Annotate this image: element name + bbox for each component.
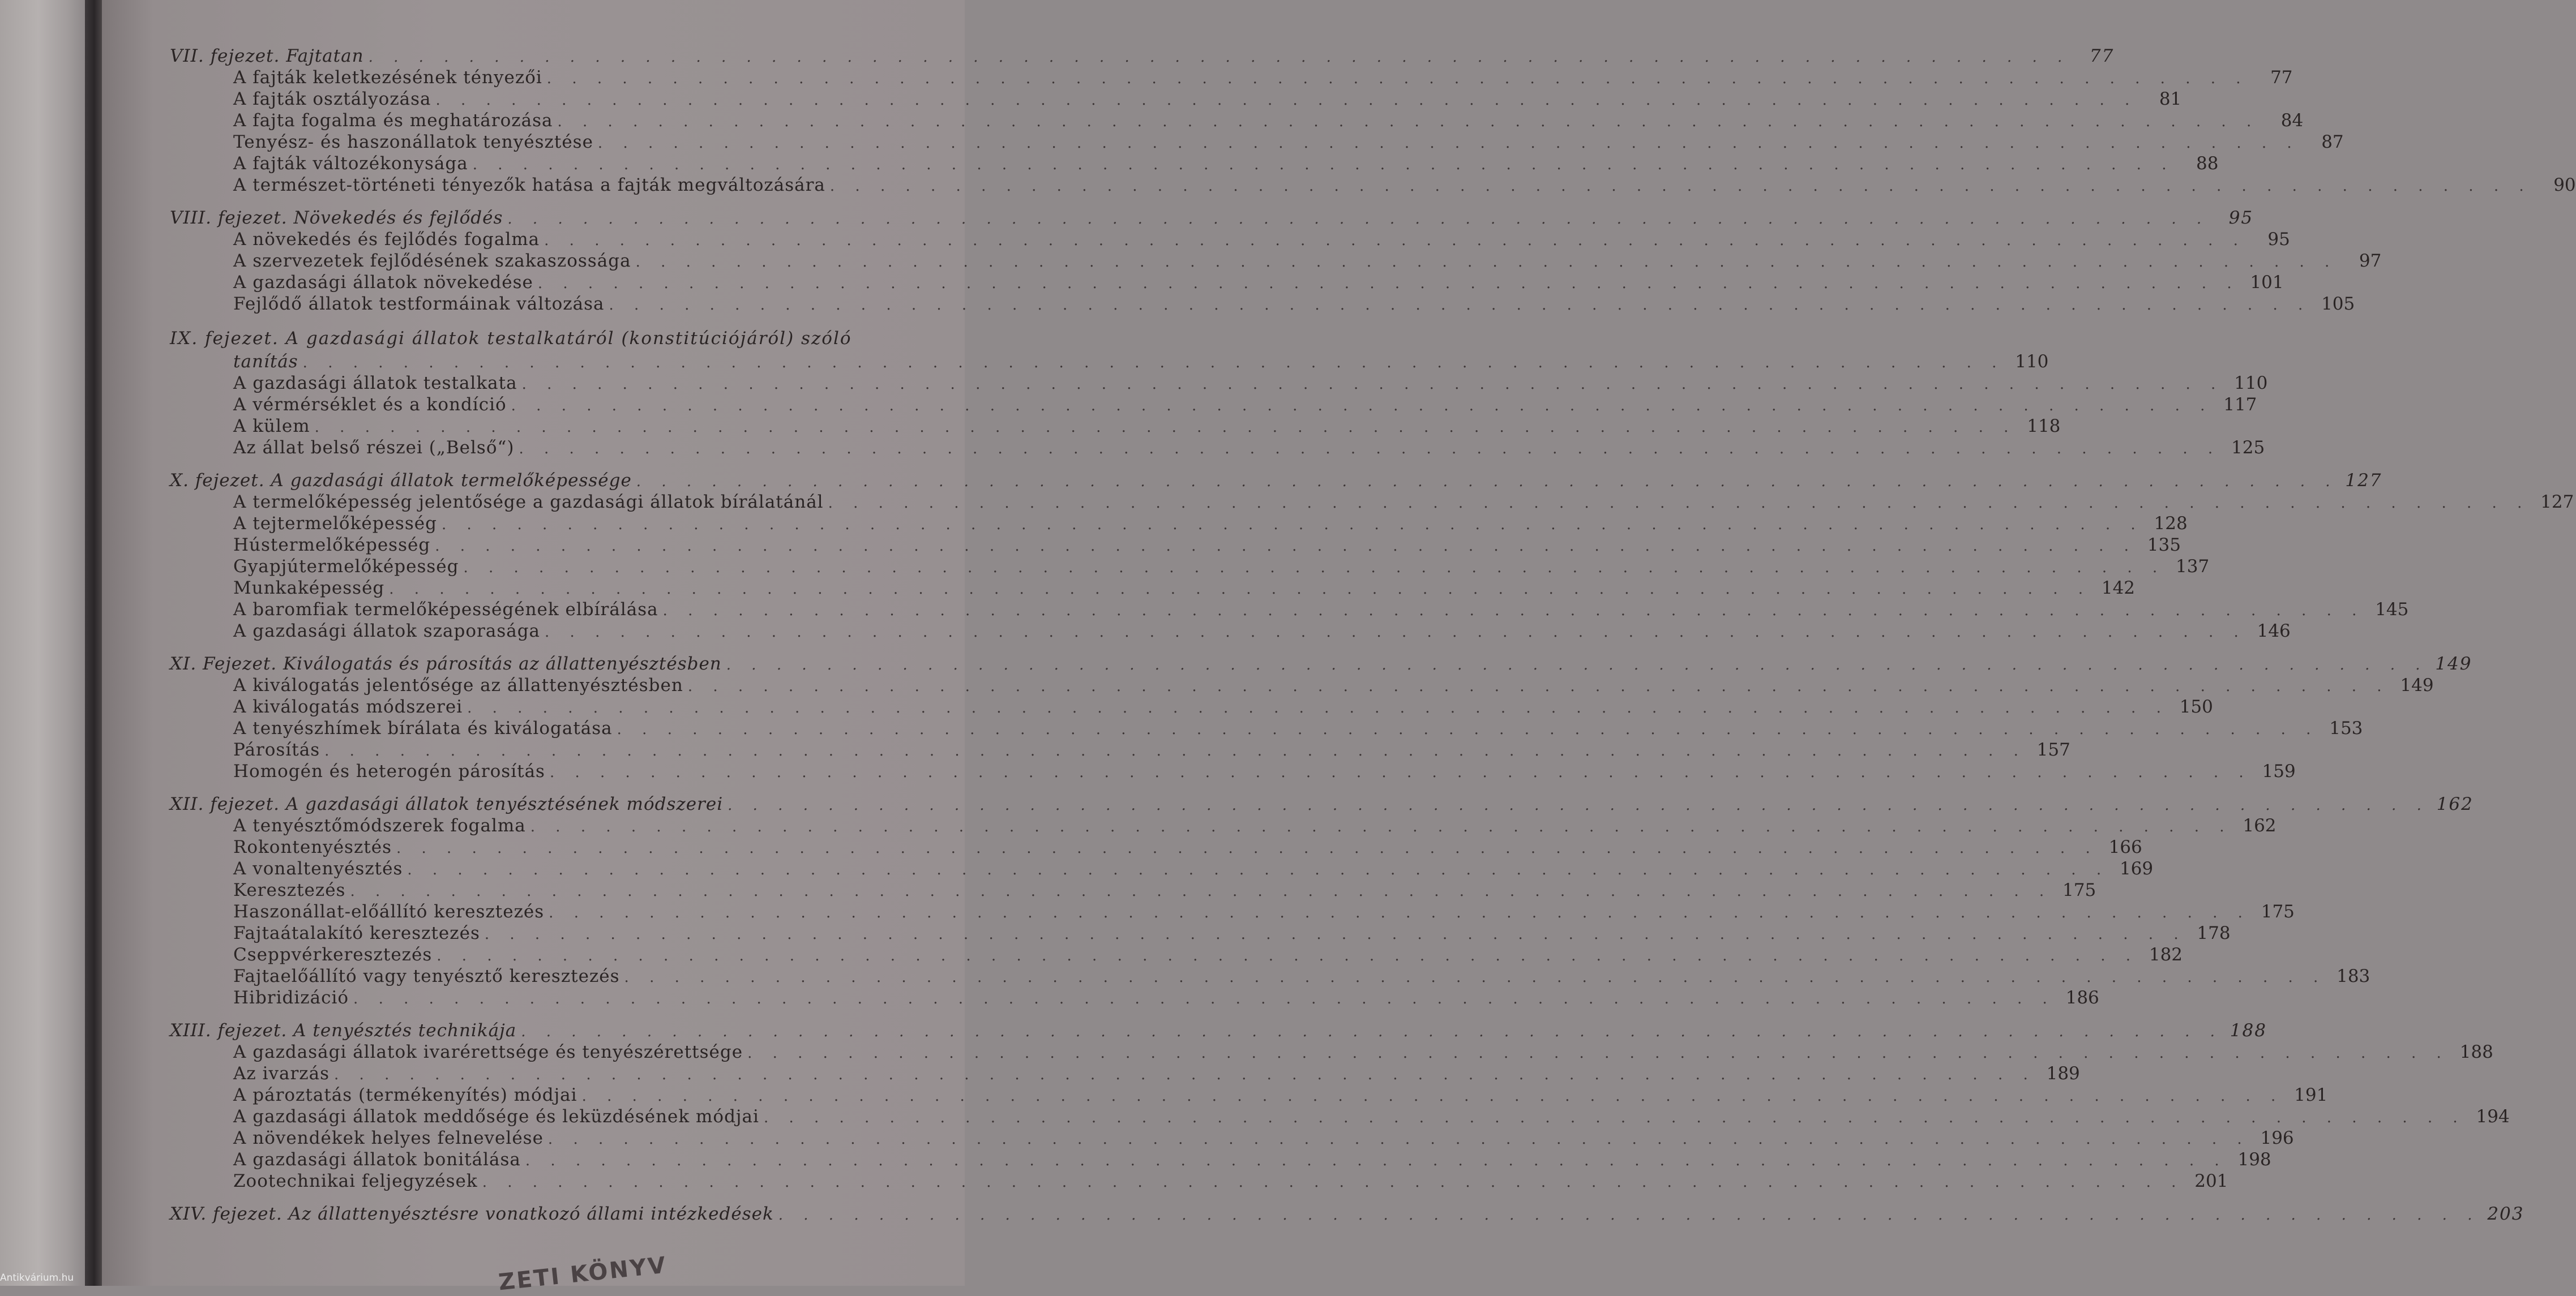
dot-leader: . . . . . . . . . . . . . . . . . . . . . . . . . . . . . . . . . . . . . . . . . . . . . . . . . . . . . . . . . . . . . . . . . . . . [530, 818, 2232, 835]
toc-entry-row [170, 944, 2183, 965]
toc-entry-title: A fajták keletkezésének tényezői [233, 67, 542, 88]
toc-page-number: 162 [2436, 794, 2474, 814]
dot-leader: . . . . . . . . . . . . . . . . . . . . . . . . . . . . . . . . . . . . . . . . . . . . . . . . . . . . . . . . . . . . . . . . . . . . [350, 883, 2052, 900]
table-of-contents [170, 45, 2576, 1225]
toc-chapter-title: VII. fejezet. Fajtatan [170, 46, 364, 66]
toc-entry-row [170, 620, 2291, 642]
toc-entry-row [170, 351, 2049, 372]
toc-entry-row [170, 858, 2154, 879]
toc-entry-title: Fejlődő állatok testformáinak változása [233, 294, 605, 314]
toc-entry-row [170, 415, 2061, 437]
dot-leader: . . . . . . . . . . . . . . . . . . . . . . . . . . . . . . . . . . . . . . . . . . . . . . . . . . . . . . . . . . . . . . . . . . . . [437, 947, 2139, 964]
toc-entry-title: Keresztezés [233, 880, 346, 900]
toc-entry-title: A fajták változékonysága [233, 153, 468, 174]
toc-entry-title: A fajták osztályozása [233, 89, 431, 109]
toc-entry-row [170, 1084, 2328, 1106]
toc-entry-row [170, 1063, 2080, 1084]
dot-leader: . . . . . . . . . . . . . . . . . . . . . . . . . . . . . . . . . . . . . . . . . . . . . . . . . . . . . . . . . . . . . . . . . . . . [302, 354, 2005, 371]
toc-page-number: 110 [2015, 351, 2049, 372]
toc-entry-row [170, 272, 2284, 293]
toc-entry-row [170, 534, 2181, 556]
toc-entry-title: A gazdasági állatok ivarérettsége és tenyészérettsége [233, 1042, 743, 1062]
toc-entry-row [170, 556, 2210, 577]
toc-entry-row [170, 1106, 2510, 1127]
toc-page-number: 153 [2329, 718, 2363, 739]
toc-page-number: 125 [2231, 437, 2265, 458]
dot-leader: . . . . . . . . . . . . . . . . . . . . . . . . . . . . . . . . . . . . . . . . . . . . . . . . . . . . . . . . . . . . . . . . . . . . [636, 473, 2338, 490]
dot-leader: . . . . . . . . . . . . . . . . . . . . . . . . . . . . . . . . . . . . . . . . . . . . . . . . . . . . . . . . . . . . . . . . . . . . [635, 254, 2338, 271]
dot-leader: . . . . . . . . . . . . . . . . . . . . . . . . . . . . . . . . . . . . . . . . . . . . . . . . . . . . . . . . . . . . . . . . . . . . [396, 840, 2098, 857]
toc-entry-row [170, 153, 2219, 174]
toc-entry-title: Fajtaátalakító keresztezés [233, 923, 480, 943]
toc-page-number: 183 [2337, 966, 2370, 986]
toc-entry-row [170, 718, 2363, 739]
library-stamp: ZETI KÖNYV [497, 1252, 669, 1296]
toc-page-number: 101 [2250, 272, 2284, 293]
toc-page-number: 189 [2046, 1063, 2080, 1084]
dot-leader: . . . . . . . . . . . . . . . . . . . . . . . . . . . . . . . . . . . . . . . . . . . . . . . . . . . . . . . . . . . . . . . . . . . . [778, 1207, 2480, 1224]
toc-entry-row [170, 110, 2304, 131]
dot-leader: . . . . . . . . . . . . . . . . . . . . . . . . . . . . . . . . . . . . . . . . . . . . . . . . . . . . . . . . . . . . . . . . . . . . [597, 135, 2300, 152]
toc-page-number: 196 [2260, 1128, 2294, 1148]
toc-page-number: 87 [2321, 132, 2344, 152]
toc-entry-title: Hústermelőképesség [233, 535, 431, 555]
toc-chapter-title: X. fejezet. A gazdasági állatok termelőképessége [170, 470, 632, 491]
toc-entry-title: Munkaképesség [233, 578, 385, 598]
toc-entry-title: A baromfiak termelőképességének elbírálása [233, 599, 658, 620]
toc-entry-row [170, 836, 2142, 858]
dot-leader: . . . . . . . . . . . . . . . . . . . . . . . . . . . . . . . . . . . . . . . . . . . . . . . . . . . . . . . . . . . . . . . . . . . . [482, 1174, 2184, 1191]
toc-entry-title: Gyapjútermelőképesség [233, 556, 459, 577]
dot-leader: . . . . . . . . . . . . . . . . . . . . . . . . . . . . . . . . . . . . . . . . . . . . . . . . . . . . . . . . . . . . . . . . . . . . [389, 581, 2091, 598]
toc-page-number: 127 [2345, 470, 2382, 491]
toc-entry-title: A gazdasági állatok szaporasága [233, 621, 541, 641]
toc-entry-row [170, 250, 2382, 272]
toc-page-number: 198 [2237, 1149, 2271, 1170]
dot-leader: . . . . . . . . . . . . . . . . . . . . . . . . . . . . . . . . . . . . . . . . . . . . . . . . . . . . . . . . . . . . . . . . . . . . [435, 92, 2138, 109]
dot-leader: . . . . . . . . . . . . . . . . . . . . . . . . . . . . . . . . . . . . . . . . . . . . . . . . . . . . . . . . . . . . . . . . . . . . [557, 113, 2260, 130]
toc-page-number: 175 [2261, 902, 2295, 922]
toc-entry-row [170, 372, 2268, 394]
toc-entry-title: Az ivarzás [233, 1063, 330, 1084]
toc-entry-title: Cseppvérkeresztezés [233, 945, 433, 965]
toc-page-number: 118 [2027, 416, 2061, 436]
toc-chapter-row [170, 653, 2472, 675]
dot-leader: . . . . . . . . . . . . . . . . . . . . . . . . . . . . . . . . . . . . . . . . . . . . . . . . . . . . . . . . . . . . . . . . . . . . [467, 700, 2169, 716]
toc-entry-row [170, 987, 2099, 1009]
dot-leader: . . . . . . . . . . . . . . . . . . . . . . . . . . . . . . . . . . . . . . . . . . . . . . . . . . . . . . . . . . . . . . . . . . . . [441, 516, 2143, 533]
toc-page-number: 182 [2149, 945, 2183, 965]
toc-entry-row [170, 1041, 2493, 1063]
dot-leader: . . . . . . . . . . . . . . . . . . . . . . . . . . . . . . . . . . . . . . . . . . . . . . . . . . . . . . . . . . . . . . . . . . . . [828, 495, 2530, 512]
toc-page-number: 77 [2270, 67, 2293, 88]
toc-chapter-row [170, 470, 2382, 491]
toc-page-number: 117 [2223, 394, 2257, 415]
toc-entry-row [170, 491, 2574, 513]
toc-page-number: 149 [2435, 654, 2472, 674]
toc-entry-title: Rokontenyésztés [233, 837, 392, 857]
toc-page-number: 88 [2196, 153, 2219, 174]
toc-page-number: 169 [2119, 859, 2154, 879]
background-surface [0, 0, 85, 1286]
toc-entry-title: Párosítás [233, 740, 320, 760]
toc-page-number: 90 [2553, 175, 2576, 195]
dot-leader: . . . . . . . . . . . . . . . . . . . . . . . . . . . . . . . . . . . . . . . . . . . . . . . . . . . . . . . . . . . . . . . . . . . . [624, 969, 2326, 986]
dot-leader: . . . . . . . . . . . . . . . . . . . . . . . . . . . . . . . . . . . . . . . . . . . . . . . . . . . . . . . . . . . . . . . . . . . . [546, 70, 2249, 87]
toc-entry-row [170, 761, 2296, 782]
toc-page-number: 77 [2089, 46, 2115, 66]
dot-leader: . . . . . . . . . . . . . . . . . . . . . . . . . . . . . . . . . . . . . . . . . . . . . . . . . . . . . . . . . . . . . . . . . . . . [549, 764, 2252, 781]
dot-leader: . . . . . . . . . . . . . . . . . . . . . . . . . . . . . . . . . . . . . . . . . . . . . . . . . . . . . . . . . . . . . . . . . . . . [521, 376, 2224, 393]
toc-entry-title: A gazdasági állatok növekedése [233, 272, 533, 293]
dot-leader: . . . . . . . . . . . . . . . . . . . . . . . . . . . . . . . . . . . . . . . . . . . . . . . . . . . . . . . . . . . . . . . . . . . . [314, 419, 2017, 436]
toc-entry-title: A kiválogatás módszerei [233, 697, 463, 717]
toc-page-number: 135 [2147, 535, 2181, 555]
toc-page-number: 201 [2194, 1171, 2228, 1191]
toc-entry-title: A külem [233, 416, 310, 436]
toc-entry-row [170, 577, 2136, 599]
dot-leader: . . . . . . . . . . . . . . . . . . . . . . . . . . . . . . . . . . . . . . . . . . . . . . . . . . . . . . . . . . . . . . . . . . . . [519, 440, 2221, 457]
dot-leader: . . . . . . . . . . . . . . . . . . . . . . . . . . . . . . . . . . . . . . . . . . . . . . . . . . . . . . . . . . . . . . . . . . . . [407, 861, 2109, 878]
toc-page-number: 194 [2476, 1106, 2510, 1127]
toc-page-number: 95 [2228, 208, 2254, 228]
toc-page-number: 81 [2159, 89, 2182, 109]
toc-entry-title: Zootechnikai feljegyzések [233, 1171, 478, 1191]
book-binding [85, 0, 102, 1286]
dot-leader: . . . . . . . . . . . . . . . . . . . . . . . . . . . . . . . . . . . . . . . . . . . . . . . . . . . . . . . . . . . . . . . . . . . . [537, 275, 2240, 292]
dot-leader: . . . . . . . . . . . . . . . . . . . . . . . . . . . . . . . . . . . . . . . . . . . . . . . . . . . . . . . . . . . . . . . . . . . . [728, 797, 2429, 814]
toc-page-number: 95 [2267, 229, 2290, 250]
dot-leader: . . . . . . . . . . . . . . . . . . . . . . . . . . . . . . . . . . . . . . . . . . . . . . . . . . . . . . . . . . . . . . . . . . . . [511, 397, 2213, 414]
toc-page-number: 145 [2375, 599, 2409, 620]
toc-chapter-row [170, 45, 2115, 67]
dot-leader: . . . . . . . . . . . . . . . . . . . . . . . . . . . . . . . . . . . . . . . . . . . . . . . . . . . . . . . . . . . . . . . . . . . . [726, 656, 2428, 673]
toc-page-number: 157 [2036, 740, 2070, 760]
toc-entry-row [170, 229, 2290, 250]
toc-entry-row [170, 739, 2070, 761]
dot-leader: . . . . . . . . . . . . . . . . . . . . . . . . . . . . . . . . . . . . . . . . . . . . . . . . . . . . . . . . . . . . . . . . . . . . [547, 1131, 2250, 1148]
toc-chapter-title: XI. Fejezet. Kiválogatás és párosítás az állattenyésztésben [170, 654, 722, 674]
toc-entry-title: A tenyésztőmódszerek fogalma [233, 816, 526, 836]
toc-page-number: 128 [2154, 513, 2188, 534]
toc-entry-title: A termelőképesség jelentősége a gazdasági állatok bírálatánál [233, 492, 824, 512]
toc-entry-title: A természet-történeti tényezők hatása a fajták megváltozására [233, 175, 825, 195]
toc-entry-row [170, 599, 2409, 620]
toc-page-number: 178 [2197, 923, 2231, 943]
dot-leader: . . . . . . . . . . . . . . . . . . . . . . . . . . . . . . . . . . . . . . . . . . . . . . . . . . . . . . . . . . . . . . . . . . . . [353, 990, 2055, 1007]
toc-entry-row [170, 879, 2096, 901]
toc-entry-row [170, 675, 2434, 696]
toc-page-number: 159 [2262, 761, 2296, 782]
toc-entry-title: A növekedés és fejlődés fogalma [233, 229, 540, 250]
toc-page-number: 162 [2243, 816, 2277, 836]
toc-page-number: 97 [2359, 251, 2382, 271]
toc-entry-row [170, 174, 2576, 196]
dot-leader: . . . . . . . . . . . . . . . . . . . . . . . . . . . . . . . . . . . . . . . . . . . . . . . . . . . . . . . . . . . . . . . . . . . . [525, 1152, 2227, 1169]
toc-chapter-title: XIII. fejezet. A tenyésztés technikája [170, 1020, 517, 1041]
toc-page-number: 203 [2487, 1204, 2524, 1224]
toc-page-number: 150 [2179, 697, 2213, 717]
dot-leader: . . . . . . . . . . . . . . . . . . . . . . . . . . . . . . . . . . . . . . . . . . . . . . . . . . . . . . . . . . . . . . . . . . . . [334, 1066, 2036, 1083]
dot-leader: . . . . . . . . . . . . . . . . . . . . . . . . . . . . . . . . . . . . . . . . . . . . . . . . . . . . . . . . . . . . . . . . . . . . [507, 211, 2210, 228]
toc-entry-title: Az állat belső részei („Belső“) [233, 437, 515, 458]
dot-leader: . . . . . . . . . . . . . . . . . . . . . . . . . . . . . . . . . . . . . . . . . . . . . . . . . . . . . . . . . . . . . . . . . . . . [435, 538, 2137, 555]
dot-leader: . . . . . . . . . . . . . . . . . . . . . . . . . . . . . . . . . . . . . . . . . . . . . . . . . . . . . . . . . . . . . . . . . . . . [687, 678, 2390, 695]
dot-leader: . . . . . . . . . . . . . . . . . . . . . . . . . . . . . . . . . . . . . . . . . . . . . . . . . . . . . . . . . . . . . . . . . . . . [829, 178, 2532, 195]
toc-entry-title: A növendékek helyes felnevelése [233, 1128, 544, 1148]
toc-entry-row [170, 901, 2295, 922]
toc-entry-title: Hibridizáció [233, 988, 349, 1008]
toc-entry-title: A vérmérséklet és a kondíció [233, 394, 507, 415]
dot-leader: . . . . . . . . . . . . . . . . . . . . . . . . . . . . . . . . . . . . . . . . . . . . . . . . . . . . . . . . . . . . . . . . . . . . [747, 1045, 2449, 1062]
dot-leader: . . . . . . . . . . . . . . . . . . . . . . . . . . . . . . . . . . . . . . . . . . . . . . . . . . . . . . . . . . . . . . . . . . . . [617, 721, 2319, 738]
watermark: Antikvárium.hu [0, 1272, 74, 1284]
toc-entry-title: A gazdasági állatok bonitálása [233, 1149, 521, 1170]
toc-entry-row [170, 1149, 2271, 1170]
toc-page-number: 166 [2108, 837, 2142, 857]
dot-leader: . . . . . . . . . . . . . . . . . . . . . . . . . . . . . . . . . . . . . . . . . . . . . . . . . . . . . . . . . . . . . . . . . . . . [662, 602, 2365, 619]
toc-entry-title: A vonaltenyésztés [233, 859, 403, 879]
dot-leader: . . . . . . . . . . . . . . . . . . . . . . . . . . . . . . . . . . . . . . . . . . . . . . . . . . . . . . . . . . . . . . . . . . . . [521, 1023, 2223, 1040]
toc-page-number: 146 [2257, 621, 2291, 641]
toc-page-number: 142 [2101, 578, 2136, 598]
toc-page-number: 186 [2065, 988, 2099, 1008]
toc-page-number: 105 [2321, 294, 2355, 314]
dot-leader: . . . . . . . . . . . . . . . . . . . . . . . . . . . . . . . . . . . . . . . . . . . . . . . . . . . . . . . . . . . . . . . . . . . . [581, 1088, 2284, 1105]
toc-page-number: 188 [2230, 1020, 2267, 1041]
toc-chapter-row [170, 207, 2254, 229]
toc-entry-row [170, 815, 2277, 836]
toc-entry-title: Fajtaelőállító vagy tenyésztő keresztezés [233, 966, 620, 986]
dot-leader: . . . . . . . . . . . . . . . . . . . . . . . . . . . . . . . . . . . . . . . . . . . . . . . . . . . . . . . . . . . . . . . . . . . . [463, 559, 2166, 576]
toc-entry-row [170, 1170, 2228, 1192]
toc-entry-row [170, 1127, 2294, 1149]
toc-page-number: 191 [2294, 1085, 2328, 1105]
toc-chapter-row [170, 1203, 2524, 1225]
toc-entry-row [170, 88, 2182, 110]
toc-page-number: 149 [2400, 675, 2434, 696]
toc-entry-row [170, 437, 2265, 458]
dot-leader: . . . . . . . . . . . . . . . . . . . . . . . . . . . . . . . . . . . . . . . . . . . . . . . . . . . . . . . . . . . . . . . . . . . . [545, 624, 2246, 641]
toc-entry-row [170, 293, 2355, 315]
toc-chapter-title: IX. fejezet. A gazdasági állatok testalkatáról (konstitúciójáról) szóló [170, 328, 852, 349]
toc-entry-row [170, 67, 2293, 88]
toc-page-number: 175 [2062, 880, 2096, 900]
toc-entry-title: A gazdasági állatok meddősége és leküzdésének módjai [233, 1106, 759, 1127]
dot-leader: . . . . . . . . . . . . . . . . . . . . . . . . . . . . . . . . . . . . . . . . . . . . . . . . . . . . . . . . . . . . . . . . . . . . [324, 743, 2026, 759]
toc-entry-title: Tenyész- és haszonállatok tenyésztése [233, 132, 593, 152]
toc-chapter-title: XII. fejezet. A gazdasági állatok tenyésztésének módszerei [170, 794, 724, 814]
dot-leader: . . . . . . . . . . . . . . . . . . . . . . . . . . . . . . . . . . . . . . . . . . . . . . . . . . . . . . . . . . . . . . . . . . . . [549, 904, 2250, 921]
toc-chapter-title: XIV. fejezet. Az állattenyésztésre vonatkozó állami intézkedések [170, 1204, 774, 1224]
toc-chapter-row [170, 1020, 2267, 1041]
toc-entry-title: A szervezetek fejlődésének szakaszossága [233, 251, 631, 271]
dot-leader: . . . . . . . . . . . . . . . . . . . . . . . . . . . . . . . . . . . . . . . . . . . . . . . . . . . . . . . . . . . . . . . . . . . . [763, 1109, 2466, 1126]
toc-page-number: 188 [2459, 1042, 2493, 1062]
toc-entry-title: Homogén és heterogén párosítás [233, 761, 545, 782]
toc-entry-title: A pároztatás (termékenyítés) módjai [233, 1085, 577, 1105]
toc-chapter-row [170, 793, 2474, 815]
toc-chapter-title: VIII. fejezet. Növekedés és fejlődés [170, 208, 503, 228]
dot-leader: . . . . . . . . . . . . . . . . . . . . . . . . . . . . . . . . . . . . . . . . . . . . . . . . . . . . . . . . . . . . . . . . . . . . [484, 926, 2186, 943]
toc-page-number: 110 [2234, 373, 2268, 393]
dot-leader: . . . . . . . . . . . . . . . . . . . . . . . . . . . . . . . . . . . . . . . . . . . . . . . . . . . . . . . . . . . . . . . . . . . . [609, 297, 2311, 314]
toc-entry-title: A tenyészhímek bírálata és kiválogatása [233, 718, 613, 739]
toc-entry-row [170, 394, 2257, 415]
toc-entry-row [170, 922, 2231, 944]
toc-entry-title: A kiválogatás jelentősége az állattenyésztésben [233, 675, 683, 696]
toc-entry-title: A gazdasági állatok testalkata [233, 373, 517, 393]
toc-entry-title: Haszonállat-előállító keresztezés [233, 902, 545, 922]
toc-page-number: 137 [2176, 556, 2210, 577]
toc-entry-row [170, 696, 2213, 718]
toc-entry-title: tanítás [233, 351, 298, 372]
dot-leader: . . . . . . . . . . . . . . . . . . . . . . . . . . . . . . . . . . . . . . . . . . . . . . . . . . . . . . . . . . . . . . . . . . . . [472, 156, 2175, 173]
toc-entry-row [170, 513, 2188, 534]
toc-entry-title: A fajta fogalma és meghatározása [233, 110, 553, 131]
toc-entry-row [170, 131, 2344, 153]
toc-entry-title: A tejtermelőképesség [233, 513, 437, 534]
dot-leader: . . . . . . . . . . . . . . . . . . . . . . . . . . . . . . . . . . . . . . . . . . . . . . . . . . . . . . . . . . . . . . . . . . . . [368, 49, 2070, 66]
toc-page-number: 127 [2540, 492, 2574, 512]
toc-page-number: 84 [2280, 110, 2304, 131]
toc-entry-row [170, 965, 2370, 987]
dot-leader: . . . . . . . . . . . . . . . . . . . . . . . . . . . . . . . . . . . . . . . . . . . . . . . . . . . . . . . . . . . . . . . . . . . . [544, 232, 2246, 249]
